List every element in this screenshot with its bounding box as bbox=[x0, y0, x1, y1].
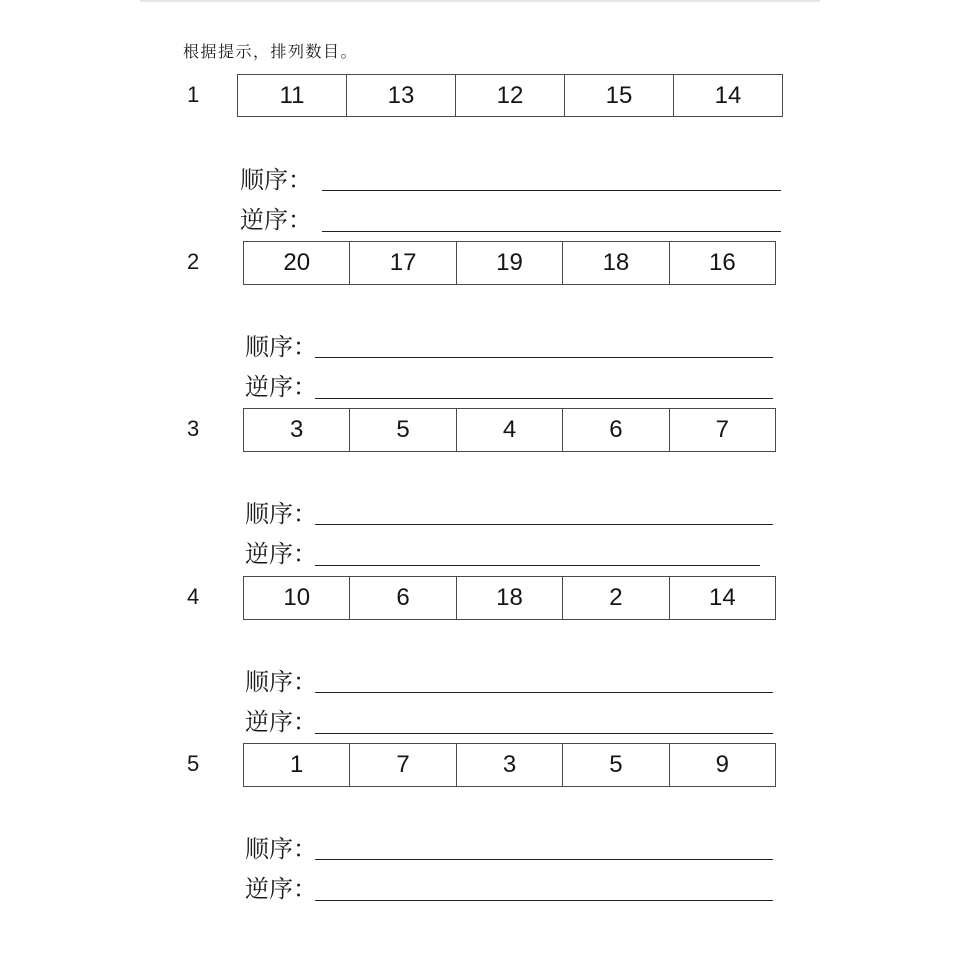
descending-blank-line bbox=[322, 231, 781, 232]
number-cell: 3 bbox=[290, 416, 304, 443]
number-cell: 16 bbox=[669, 242, 775, 284]
number-cell: 6 bbox=[349, 577, 455, 619]
descending-label: 逆序： bbox=[245, 875, 317, 903]
number-cell: 7 bbox=[669, 409, 775, 451]
number-cell: 18 bbox=[456, 577, 562, 619]
descending-label: 逆序： bbox=[245, 540, 317, 568]
number-row bbox=[237, 74, 783, 117]
descending-blank-line bbox=[315, 900, 773, 901]
number-row bbox=[243, 241, 776, 285]
number-cell: 3 bbox=[456, 744, 562, 786]
question-number: 4 bbox=[187, 584, 200, 609]
top-rule bbox=[140, 0, 820, 2]
descending-blank-line bbox=[315, 733, 773, 734]
descending-answer-row bbox=[240, 206, 800, 236]
ascending-blank-line bbox=[322, 190, 781, 191]
number-cell: 20 bbox=[283, 249, 311, 276]
ascending-answer-row bbox=[245, 500, 805, 530]
ascending-label: 顺序： bbox=[240, 166, 312, 194]
ascending-label: 顺序： bbox=[245, 835, 317, 863]
question-4 bbox=[0, 576, 960, 746]
question-number: 1 bbox=[187, 82, 200, 107]
number-cell: 5 bbox=[349, 409, 455, 451]
number-row bbox=[243, 743, 776, 787]
number-cell: 12 bbox=[455, 75, 564, 116]
ascending-label: 顺序： bbox=[245, 500, 317, 528]
number-cell: 5 bbox=[562, 744, 668, 786]
ascending-answer-row bbox=[245, 835, 805, 865]
question-1 bbox=[0, 74, 960, 244]
descending-answer-row bbox=[245, 373, 805, 403]
number-cell: 7 bbox=[349, 744, 455, 786]
ascending-blank-line bbox=[315, 524, 773, 525]
number-cell: 4 bbox=[456, 409, 562, 451]
number-row bbox=[243, 576, 776, 620]
number-cell: 18 bbox=[562, 242, 668, 284]
descending-answer-row bbox=[245, 708, 805, 738]
ascending-blank-line bbox=[315, 692, 773, 693]
number-cell: 17 bbox=[349, 242, 455, 284]
ascending-answer-row bbox=[245, 333, 805, 363]
ascending-blank-line bbox=[315, 859, 773, 860]
number-cell: 14 bbox=[673, 75, 782, 116]
number-cell: 13 bbox=[346, 75, 455, 116]
number-row bbox=[243, 408, 776, 452]
number-cell: 6 bbox=[562, 409, 668, 451]
number-cell: 11 bbox=[279, 81, 305, 109]
question-2 bbox=[0, 241, 960, 411]
descending-answer-row bbox=[245, 540, 805, 570]
number-cell: 9 bbox=[669, 744, 775, 786]
ascending-answer-row bbox=[240, 166, 800, 196]
descending-label: 逆序： bbox=[245, 373, 317, 401]
question-number: 3 bbox=[187, 416, 200, 441]
question-number: 5 bbox=[187, 751, 200, 776]
ascending-answer-row bbox=[245, 668, 805, 698]
number-cell: 1 bbox=[290, 751, 304, 778]
number-cell: 14 bbox=[669, 577, 775, 619]
descending-blank-line bbox=[315, 565, 760, 566]
ascending-label: 顺序： bbox=[245, 333, 317, 361]
number-cell: 10 bbox=[283, 584, 311, 611]
question-number: 2 bbox=[187, 249, 200, 274]
ascending-blank-line bbox=[315, 357, 773, 358]
descending-label: 逆序： bbox=[245, 708, 317, 736]
number-cell: 15 bbox=[564, 75, 673, 116]
worksheet-instruction: 根据提示，排列数目。 bbox=[183, 42, 359, 61]
number-cell: 19 bbox=[456, 242, 562, 284]
descending-blank-line bbox=[315, 398, 773, 399]
descending-label: 逆序： bbox=[240, 206, 312, 234]
ascending-label: 顺序： bbox=[245, 668, 317, 696]
question-5 bbox=[0, 743, 960, 913]
number-cell: 2 bbox=[562, 577, 668, 619]
question-3 bbox=[0, 408, 960, 578]
descending-answer-row bbox=[245, 875, 805, 905]
